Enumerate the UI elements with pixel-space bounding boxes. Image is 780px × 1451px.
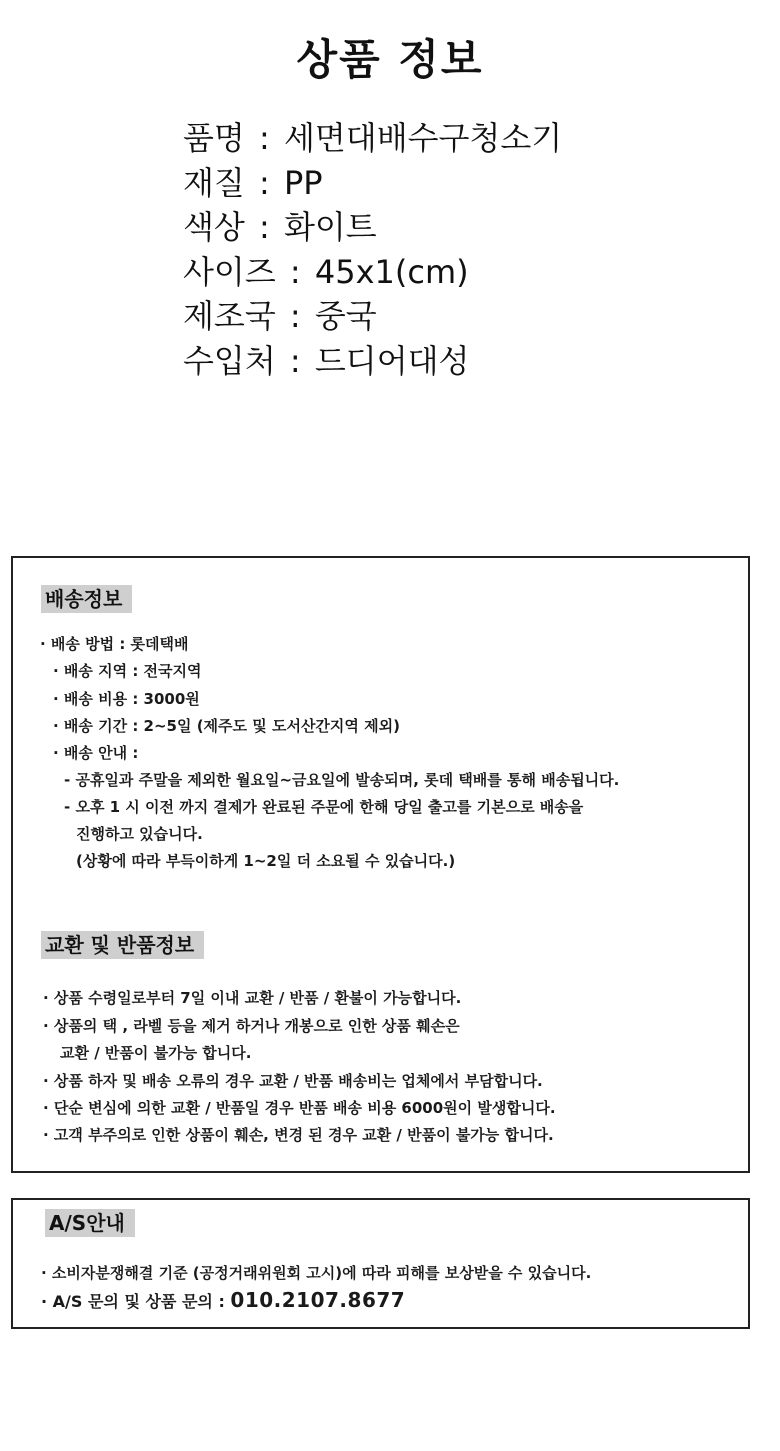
shipping-guide-label: · 배송 안내 :: [53, 744, 139, 762]
spec-label: 색상: [183, 208, 245, 246]
spec-value: 중국: [314, 297, 377, 335]
spec-value: 드디어대성: [314, 341, 470, 380]
shipping-method: · 배송 방법 : 롯데택배: [40, 635, 189, 653]
as-inquiry-label: · A/S 문의 및 상품 문의 :: [41, 1292, 225, 1311]
product-spec-list: [183, 116, 743, 383]
shipping-area: · 배송 지역 : 전국지역: [53, 662, 202, 680]
spec-label: 수입처: [183, 341, 276, 380]
spec-value: 화이트: [283, 208, 377, 246]
returns-line: · 단순 변심에 의한 교환 / 반품일 경우 반품 배송 비용 6000원이 발생합니다.: [43, 1099, 556, 1117]
returns-line: · 상품 수령일로부터 7일 이내 교환 / 반품 / 환불이 가능합니다.: [43, 989, 462, 1007]
as-info-box: [11, 1198, 750, 1329]
spec-label: 사이즈: [183, 252, 276, 291]
spec-row-origin: 제조국 : 중국: [183, 297, 377, 335]
spec-row-material: 재질 : PP: [183, 163, 323, 202]
returns-line: 교환 / 반품이 불가능 합니다.: [60, 1044, 252, 1062]
returns-line: · 상품 하자 및 배송 오류의 경우 교환 / 반품 배송비는 업체에서 부담합니다.: [43, 1072, 543, 1090]
returns-line: · 고객 부주의로 인한 상품이 훼손, 변경 된 경우 교환 / 반품이 불가능 합니다.: [43, 1126, 554, 1144]
as-phone-number: 010.2107.8677: [230, 1288, 406, 1312]
shipping-heading: 배송정보: [41, 585, 132, 613]
as-heading: A/S안내: [45, 1209, 135, 1237]
shipping-guide-line: 진행하고 있습니다.: [76, 825, 203, 843]
as-inquiry-line: [41, 1290, 405, 1312]
shipping-guide-line: - 공휴일과 주말을 제외한 월요일~금요일에 발송되며, 롯데 택배를 통해 배송됩니다.: [64, 771, 620, 789]
spec-row-name: 품명 : 세면대배수구청소기: [183, 119, 563, 157]
spec-row-color: 색상 : 화이트: [183, 208, 377, 246]
spec-value: 세면대배수구청소기: [283, 119, 563, 157]
spec-label: 재질: [183, 163, 245, 202]
spec-label: 제조국: [183, 297, 276, 335]
page-title: 상품 정보: [296, 35, 484, 84]
spec-label: 품명: [183, 119, 245, 157]
shipping-guide-line: - 오후 1 시 이전 까지 결제가 완료된 주문에 한해 당일 출고를 기본으로 배송을: [64, 798, 584, 816]
shipping-cost: · 배송 비용 : 3000원: [53, 690, 200, 708]
returns-heading: 교환 및 반품정보: [41, 931, 204, 959]
spec-value: 45x1(cm): [314, 252, 469, 291]
shipping-return-info-box: [11, 556, 750, 1173]
shipping-guide-line: (상황에 따라 부득이하게 1~2일 더 소요될 수 있습니다.): [76, 852, 456, 870]
spec-row-size: 사이즈 : 45x1(cm): [183, 252, 469, 291]
spec-row-importer: 수입처 : 드디어대성: [183, 341, 470, 380]
returns-line: · 상품의 택 , 라벨 등을 제거 하거나 개봉으로 인한 상품 훼손은: [43, 1017, 460, 1035]
spec-value: PP: [283, 163, 323, 202]
shipping-period: · 배송 기간 : 2~5일 (제주도 및 도서산간지역 제외): [53, 717, 400, 735]
as-dispute-line: · 소비자분쟁해결 기준 (공정거래위원회 고시)에 따라 피해를 보상받을 수 있습니다.: [41, 1264, 592, 1282]
